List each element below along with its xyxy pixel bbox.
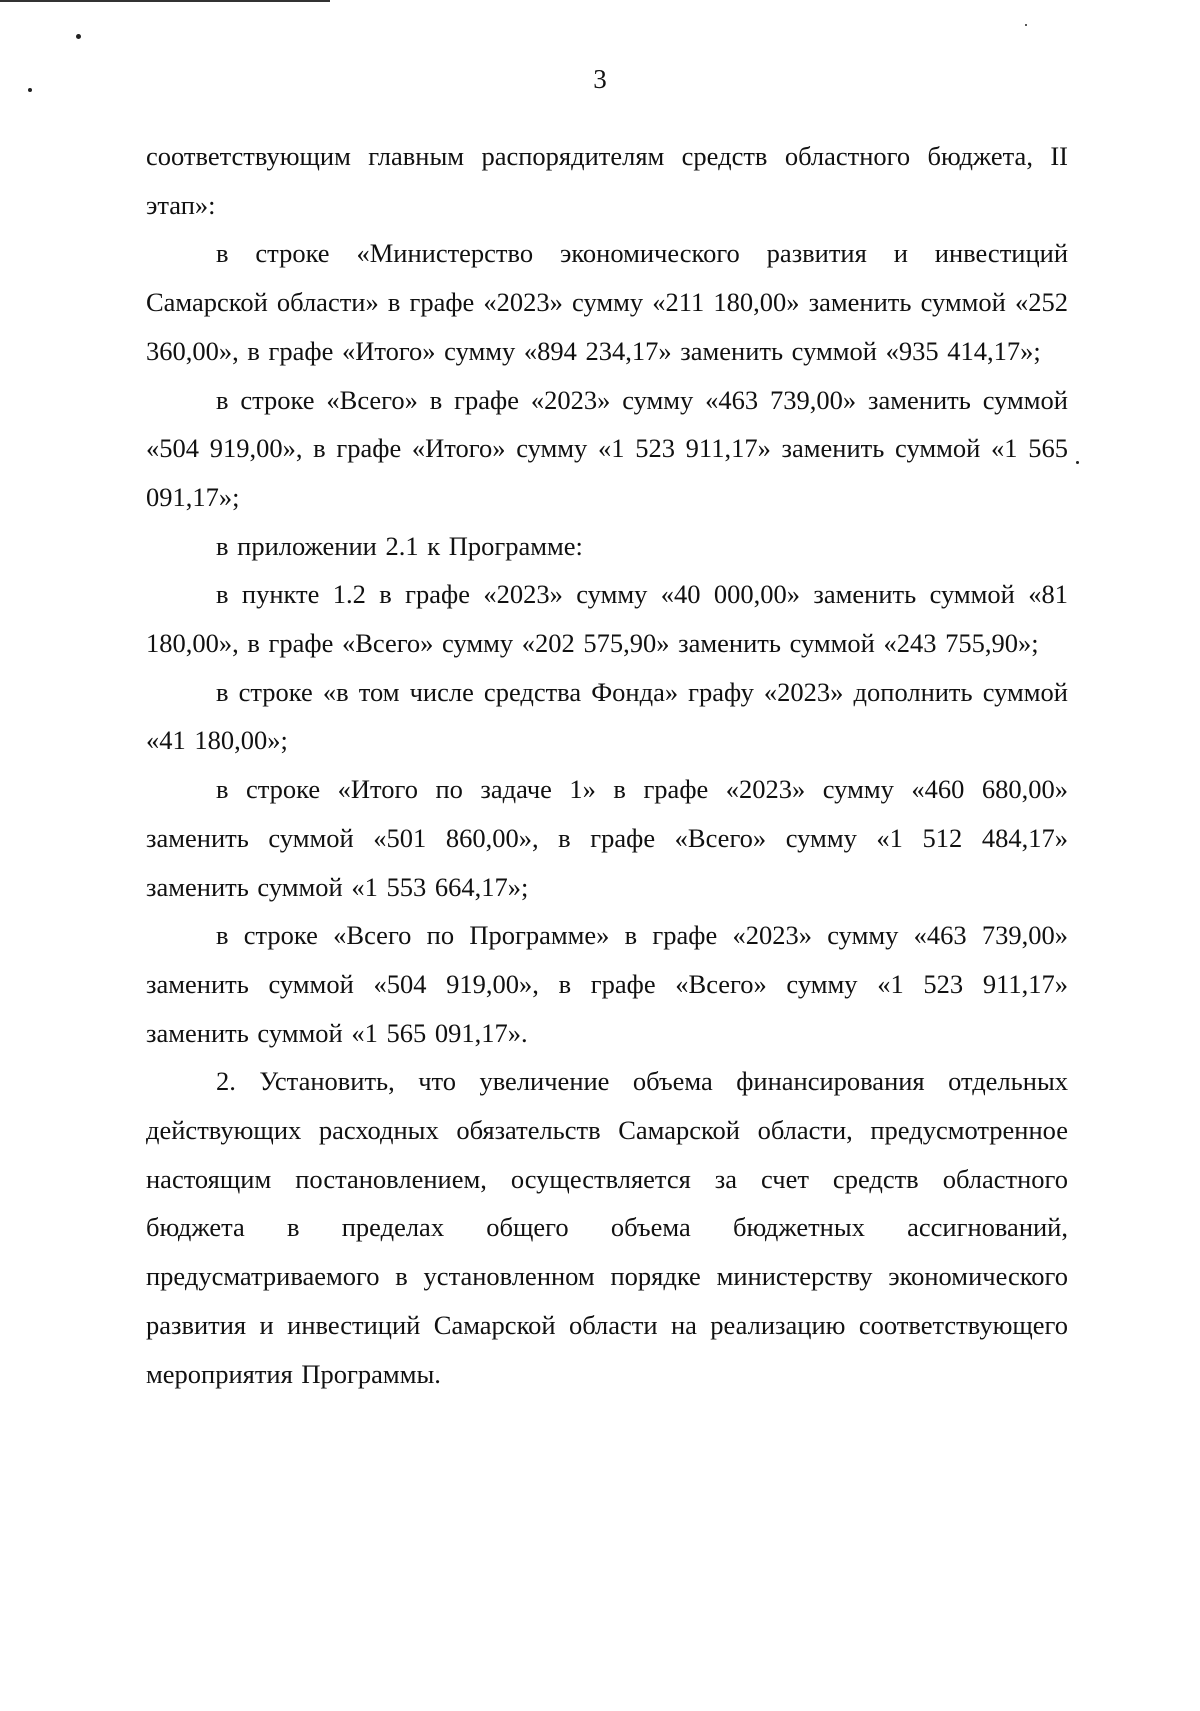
scan-edge-line — [0, 0, 330, 2]
document-body — [146, 132, 1068, 1398]
paragraph: в строке «Всего» в графе «2023» сумму «463 739,00» заменить суммой «504 919,00», в графе «Итого» сумму «1 523 911,17» заменить суммой «1 565 091,17»; — [146, 384, 1068, 512]
paragraph: в строке «Министерство экономического развития и инвестиций Самарской области» в графе «2023» сумму «211 180,00» заменить суммой «252 360,00», в графе «Итого» сумму «894 234,17» заменить суммой «935 414,17»; — [146, 238, 1068, 366]
paragraph: в приложении 2.1 к Программе: — [216, 530, 583, 561]
scan-speck — [1025, 24, 1027, 26]
scan-speck — [1076, 461, 1079, 464]
paragraph: в строке «Всего по Программе» в графе «2023» сумму «463 739,00» заменить суммой «504 919,00», в графе «Всего» сумму «1 523 911,17» заменить суммой «1 565 091,17». — [146, 920, 1068, 1048]
page-number: 3 — [593, 64, 607, 94]
paragraph: в строке «Итого по задаче 1» в графе «2023» сумму «460 680,00» заменить суммой «501 860,00», в графе «Всего» сумму «1 512 484,17» заменить суммой «1 553 664,17»; — [146, 774, 1068, 902]
paragraph: соответствующим главным распорядителям средств областного бюджета, II этап»: — [146, 141, 1068, 220]
paragraph: в пункте 1.2 в графе «2023» сумму «40 000,00» заменить суммой «81 180,00», в графе «Всего» сумму «202 575,90» заменить суммой «243 755,90»; — [146, 579, 1068, 659]
scan-speck — [76, 34, 81, 39]
paragraph: 2. Установить, что увеличение объема финансирования отдельных действующих расходных обязательств Самарской области, предусмотренное настоящим постановлением, осуществляется за счет средств областного бюджета в пределах общего объема бюджетных ассигнований, предусматриваемого в установленном порядке министерству экономического развития и инвестиций Самарской области на реализацию соответствующего мероприятия Программы. — [146, 1066, 1068, 1389]
paragraph: в строке «в том числе средства Фонда» графу «2023» дополнить суммой «41 180,00»; — [146, 676, 1068, 756]
